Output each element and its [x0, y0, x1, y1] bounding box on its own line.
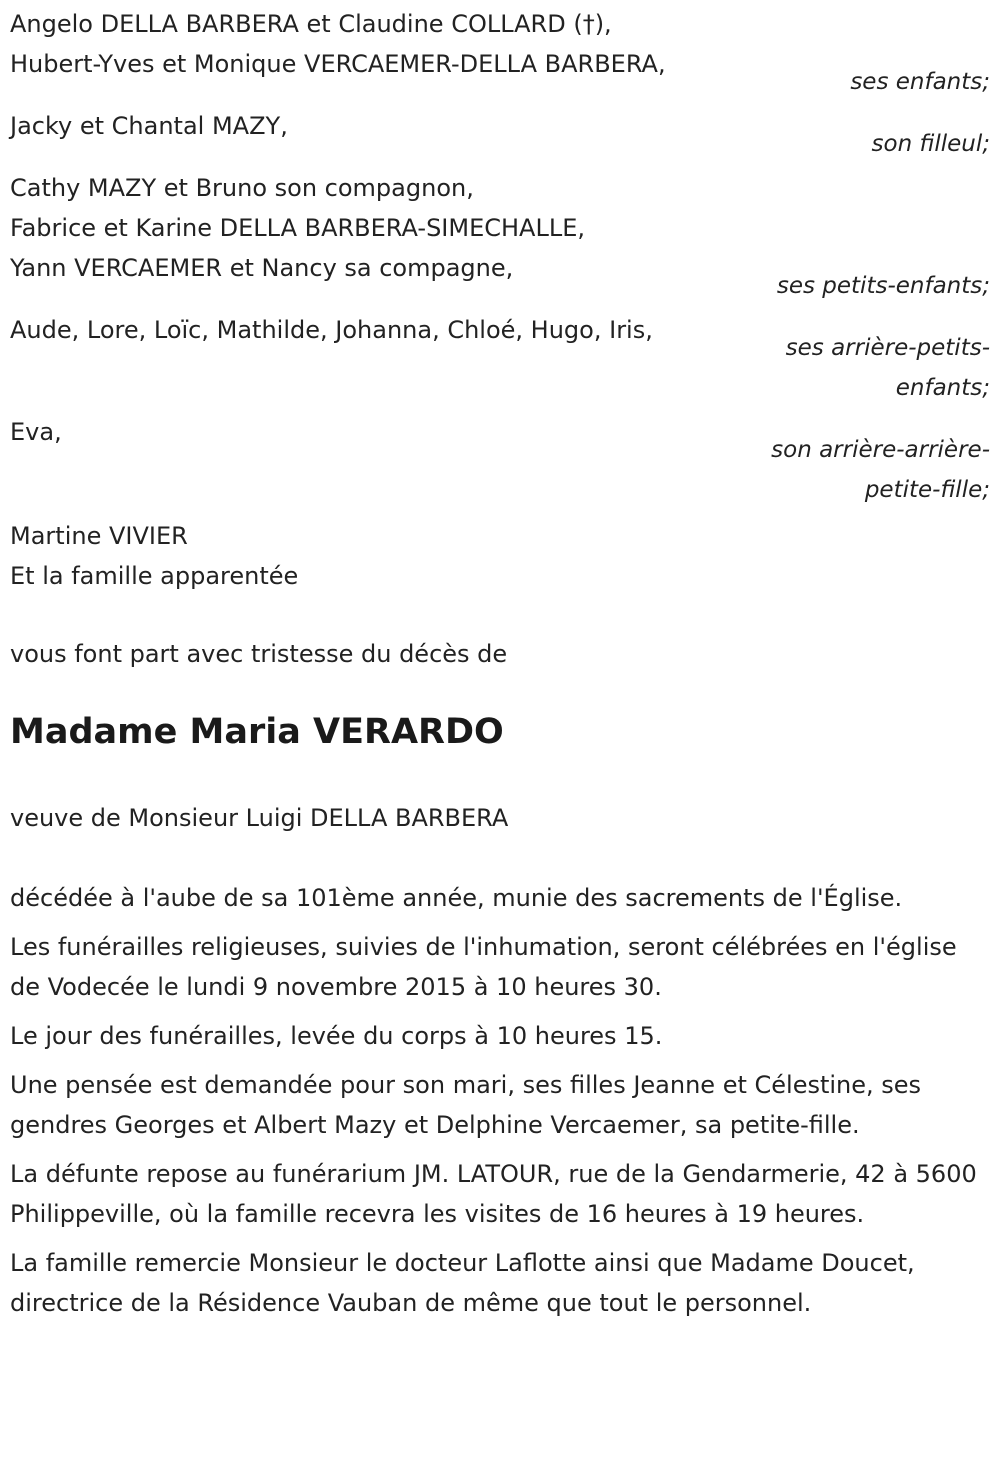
paragraph-remembrance: Une pensée est demandée pour son mari, ses filles Jeanne et Célestine, ses gendres Georges et Albert Mazy et Delphine Vercaemer, sa petite-fille.: [10, 1071, 922, 1139]
grandchild-line-3: Yann VERCAEMER et Nancy sa compagne,: [10, 254, 514, 282]
relation-grandchildren: ses petits-enfants;: [776, 273, 990, 299]
paragraph-thanks: La famille remercie Monsieur le docteur Laflotte ainsi que Madame Doucet, directrice de la Résidence Vauban de même que tout le personnel.: [10, 1249, 915, 1317]
relation-great-grandchildren-1: ses arrière-petits-: [785, 335, 990, 361]
relation-great-grandchildren-2: enfants;: [895, 375, 990, 401]
great-grandchildren-line: Aude, Lore, Loïc, Mathilde, Johanna, Chloé, Hugo, Iris,: [10, 316, 653, 344]
relation-godson: son filleul;: [871, 131, 990, 157]
announcement-text: vous font part avec tristesse du décès de: [10, 640, 508, 668]
child-line-1: Angelo DELLA BARBERA et Claudine COLLARD (†),: [10, 10, 612, 38]
paragraph-removal: Le jour des funérailles, levée du corps à 10 heures 15.: [10, 1022, 663, 1050]
relation-great-great-granddaughter-2: petite-fille;: [864, 477, 990, 503]
children-group: [10, 4, 990, 102]
relation-great-great-granddaughter-1: son arrière-arrière-: [771, 437, 990, 463]
paragraph-funeral: Les funérailles religieuses, suivies de l'inhumation, seront célébrées en l'église de Vodecée le lundi 9 novembre 2015 à 10 heures 30.: [10, 933, 957, 1001]
paragraph-death: décédée à l'aube de sa 101ème année, munie des sacrements de l'Église.: [10, 884, 903, 912]
other-family-line-1: Martine VIVIER: [10, 522, 188, 550]
child-line-2: Hubert-Yves et Monique VERCAEMER-DELLA BARBERA,: [10, 50, 666, 78]
relation-children: ses enfants;: [850, 69, 990, 95]
other-family-line-2: Et la famille apparentée: [10, 562, 299, 590]
godson-group: [10, 106, 990, 164]
other-family-group: [10, 516, 990, 596]
grandchild-line-1: Cathy MAZY et Bruno son compagnon,: [10, 174, 474, 202]
paragraph-funeral-home: La défunte repose au funérarium JM. LATOUR, rue de la Gendarmerie, 42 à 5600 Philippeville, où la famille recevra les visites de 16 heures à 19 heures.: [10, 1160, 977, 1228]
great-grandchildren-group: [10, 310, 990, 408]
grandchildren-group: [10, 168, 990, 306]
great-great-granddaughter-group: [10, 412, 990, 510]
great-great-granddaughter-line: Eva,: [10, 418, 62, 446]
grandchild-line-2: Fabrice et Karine DELLA BARBERA-SIMECHALLE,: [10, 214, 586, 242]
deceased-name: Madame Maria VERARDO: [10, 712, 504, 752]
obituary-notice: [10, 4, 990, 1323]
widow-of-text: veuve de Monsieur Luigi DELLA BARBERA: [10, 804, 509, 832]
details-section: [10, 878, 990, 1323]
godson-line: Jacky et Chantal MAZY,: [10, 112, 288, 140]
